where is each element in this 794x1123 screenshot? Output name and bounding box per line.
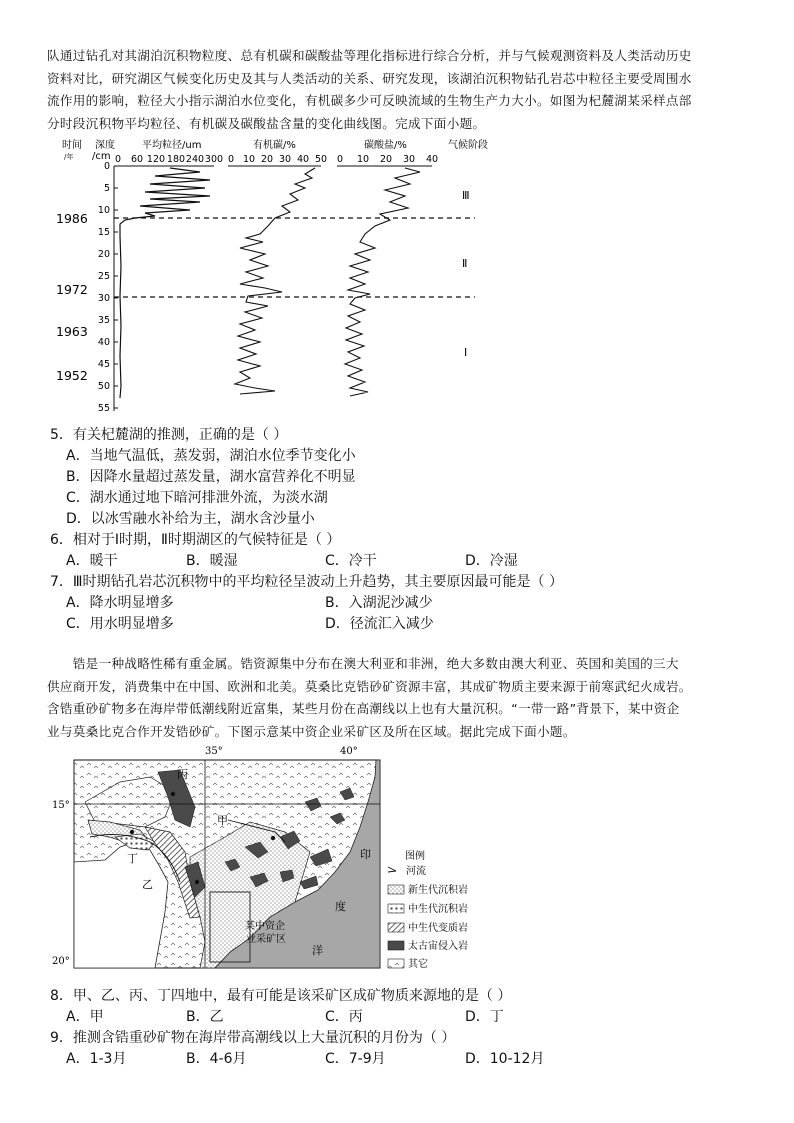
passage-2-line: 锆是一种战略性稀有重金属。锆资源集中分布在澳大利亚和非洲，绝大多数由澳大利亚、英国和美国的三大 bbox=[47, 656, 679, 671]
panel2-title: 有机碳/% bbox=[253, 140, 296, 151]
question-7-option-b[interactable]: B．入湖泥沙减少 bbox=[325, 595, 433, 611]
question-9-option-d[interactable]: D．10-12月 bbox=[465, 1051, 545, 1067]
svg-text:Ⅰ: Ⅰ bbox=[464, 346, 468, 359]
panel2-ticks bbox=[228, 154, 327, 165]
lat-label-20: 20° bbox=[52, 956, 70, 967]
question-6-option-d[interactable]: D．冷湿 bbox=[465, 553, 518, 569]
svg-text:1986: 1986 bbox=[56, 211, 88, 226]
passage-2 bbox=[47, 653, 749, 743]
svg-text:30: 30 bbox=[278, 154, 292, 165]
question-5-option-a[interactable]: A．当地气温低，蒸发弱，湖泊水位季节变化小 bbox=[66, 448, 356, 464]
svg-text:1972: 1972 bbox=[56, 282, 88, 297]
year-labels bbox=[56, 211, 88, 383]
svg-text:50: 50 bbox=[314, 154, 328, 165]
panel1-title: 平均粒径/um bbox=[142, 140, 202, 151]
time-unit: /年 bbox=[64, 153, 74, 161]
map-legend bbox=[388, 849, 468, 970]
lon-label-35: 35° bbox=[205, 746, 223, 757]
question-5-option-c[interactable]: C．湖水通过地下暗河排泄外流，为淡水湖 bbox=[66, 490, 328, 506]
question-7-option-a[interactable]: A．降水明显增多 bbox=[66, 595, 174, 611]
panel1-ticks bbox=[115, 154, 223, 165]
svg-text:50: 50 bbox=[97, 381, 110, 392]
sediment-chart bbox=[50, 136, 500, 418]
question-8-stem: 8．甲、乙、丙、丁四地中，最有可能是该采矿区成矿物质来源地的是（ ） bbox=[50, 988, 512, 1004]
svg-text:1963: 1963 bbox=[56, 324, 88, 339]
question-8-option-b[interactable]: B．乙 bbox=[186, 1009, 224, 1025]
svg-text:20: 20 bbox=[260, 154, 274, 165]
panel4-title: 气候阶段 bbox=[448, 140, 488, 151]
svg-text:40: 40 bbox=[425, 154, 439, 165]
passage-2-line: 业与莫桑比克合作开发锆砂矿。下图示意某中资企业采矿区及所在区域。据此完成下面小题。 bbox=[47, 723, 576, 739]
depth-ticks bbox=[98, 161, 110, 414]
svg-text:20: 20 bbox=[97, 249, 110, 260]
question-5-option-d[interactable]: D．以冰雪融水补给为主，湖水含沙量小 bbox=[66, 511, 315, 527]
mining-label-1: 某中资企 bbox=[245, 921, 285, 932]
lat-label-15: 15° bbox=[52, 800, 70, 811]
legend-cenozoic: 新生代沉积岩 bbox=[408, 885, 468, 896]
svg-text:15: 15 bbox=[97, 227, 110, 238]
svg-text:10: 10 bbox=[356, 154, 370, 165]
passage-1-line: 流作用的影响，粒径大小指示湖泊水位变化，有机碳多少可反映流域的生物生产力大小。如图为杞麓湖某采样点部 bbox=[47, 93, 692, 108]
svg-text:180: 180 bbox=[166, 154, 186, 165]
svg-text:35: 35 bbox=[97, 315, 110, 326]
question-8-option-a[interactable]: A．甲 bbox=[66, 1009, 104, 1025]
svg-text:40: 40 bbox=[97, 337, 110, 348]
passage-2-line: 含锆重砂矿物多在海岸带低潮线附近富集，某些月份在高潮线以上也有大量沉积。“一带一路”背景下，某中资企 bbox=[47, 701, 680, 716]
svg-text:55: 55 bbox=[97, 403, 110, 414]
svg-text:300: 300 bbox=[204, 154, 224, 165]
place-jia: 甲 bbox=[217, 814, 228, 827]
depth-header: 深度 bbox=[95, 140, 115, 151]
svg-text:1952: 1952 bbox=[56, 368, 88, 383]
place-yi: 乙 bbox=[142, 878, 153, 891]
question-9-stem: 9．推测含锆重砂矿物在海岸带高潮线以上大量沉积的月份为（ ） bbox=[50, 1030, 456, 1046]
svg-text:10: 10 bbox=[97, 205, 110, 216]
legend-other: 其它 bbox=[408, 959, 428, 970]
svg-text:30: 30 bbox=[402, 154, 416, 165]
svg-text:40: 40 bbox=[296, 154, 310, 165]
place-bing: 丙 bbox=[177, 768, 188, 781]
svg-text:60: 60 bbox=[130, 154, 144, 165]
passage-1-line: 分时段沉积物平均粒径、有机碳及碳酸盐含量的变化曲线图。完成下面小题。 bbox=[47, 115, 486, 131]
question-6-option-c[interactable]: C．冷干 bbox=[325, 553, 377, 569]
svg-text:25: 25 bbox=[97, 271, 110, 282]
svg-text:5: 5 bbox=[103, 183, 110, 194]
svg-text:30: 30 bbox=[97, 293, 110, 304]
carbonate-curve bbox=[345, 168, 420, 396]
svg-text:Ⅱ: Ⅱ bbox=[462, 257, 468, 270]
ocean-label-3: 洋 bbox=[312, 944, 323, 957]
passage-1 bbox=[47, 45, 749, 135]
svg-text:10: 10 bbox=[242, 154, 256, 165]
passage-1-line: 队通过钻孔对其湖泊沉积物粒度、总有机碳和碳酸盐等理化指标进行综合分析，并与气候观测资料及人类活动历史 bbox=[47, 48, 692, 63]
question-7-stem: 7．Ⅲ时期钻孔岩芯沉积物中的平均粒径呈波动上升趋势，其主要原因最可能是（ ） bbox=[50, 574, 564, 590]
depth-unit: /cm bbox=[92, 151, 111, 162]
svg-text:0: 0 bbox=[336, 154, 344, 165]
legend-title: 图例 bbox=[405, 851, 425, 862]
question-8-option-d[interactable]: D．丁 bbox=[465, 1009, 504, 1025]
grain-size-curve bbox=[120, 168, 210, 398]
legend-river: 河流 bbox=[406, 866, 426, 877]
svg-text:Ⅲ: Ⅲ bbox=[462, 189, 470, 202]
legend-archean: 太古宙侵入岩 bbox=[408, 941, 468, 952]
ocean-label-1: 印 bbox=[360, 848, 371, 861]
question-9-option-a[interactable]: A．1-3月 bbox=[66, 1051, 127, 1067]
question-5-option-b[interactable]: B．因降水量超过蒸发量，湖水富营养化不明显 bbox=[66, 469, 356, 485]
legend-mesozoic: 中生代沉积岩 bbox=[408, 904, 468, 915]
question-9-option-c[interactable]: C．7-9月 bbox=[325, 1051, 386, 1067]
question-6-stem: 6．相对于Ⅰ时期，Ⅱ时期湖区的气候特征是（ ） bbox=[50, 532, 341, 548]
question-7-option-d[interactable]: D．径流汇入减少 bbox=[325, 616, 434, 632]
question-5-stem: 5．有关杞麓湖的推测，正确的是（ ） bbox=[50, 427, 288, 443]
lon-label-40: 40° bbox=[340, 746, 358, 757]
question-9-option-b[interactable]: B．4-6月 bbox=[186, 1051, 247, 1067]
panel3-ticks bbox=[337, 154, 438, 165]
question-7-option-c[interactable]: C．用水明显增多 bbox=[66, 616, 174, 632]
time-header: 时间 bbox=[62, 140, 82, 151]
passage-1-line: 资料对比，研究湖区气候变化历史及其与人类活动的关系、研究发现，该湖泊沉积物钻孔岩芯中粒径主要受周围水 bbox=[47, 70, 692, 86]
question-6-option-a[interactable]: A．暖干 bbox=[66, 553, 118, 569]
place-ding: 丁 bbox=[127, 852, 138, 865]
svg-text:20: 20 bbox=[379, 154, 393, 165]
svg-text:0: 0 bbox=[227, 154, 235, 165]
svg-text:0: 0 bbox=[114, 154, 122, 165]
legend-metamorphic: 中生代变质岩 bbox=[408, 923, 468, 934]
passage-2-line: 供应商开发，消费集中在中国、欧洲和北美。莫桑比克锆砂矿资源丰富，其成矿物质主要来源于前寒武纪火成岩。 bbox=[47, 678, 692, 694]
svg-text:240: 240 bbox=[185, 154, 205, 165]
organic-carbon-curve bbox=[235, 168, 315, 394]
question-8-option-c[interactable]: C．丙 bbox=[325, 1009, 363, 1025]
mozambique-map bbox=[50, 742, 490, 972]
stage-labels bbox=[462, 189, 470, 359]
svg-text:120: 120 bbox=[146, 154, 166, 165]
mining-label-2: 业采矿区 bbox=[246, 934, 286, 945]
svg-text:45: 45 bbox=[97, 359, 110, 370]
panel3-title: 碳酸盐/% bbox=[364, 140, 407, 151]
ocean-label-2: 度 bbox=[335, 900, 346, 913]
question-6-option-b[interactable]: B．暖湿 bbox=[186, 553, 238, 569]
svg-text:0: 0 bbox=[103, 161, 110, 172]
